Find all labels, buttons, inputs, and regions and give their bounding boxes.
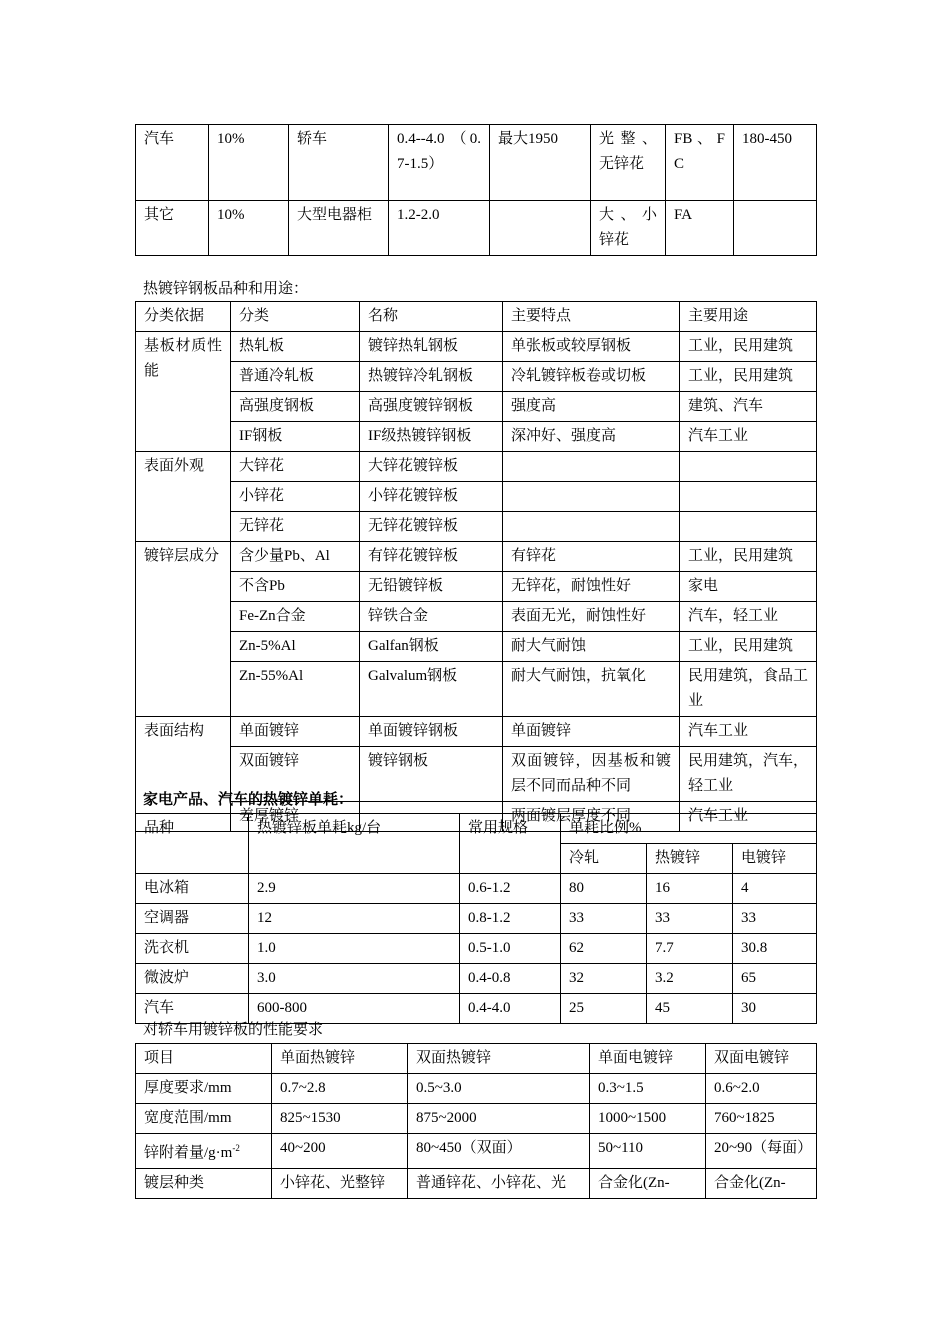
table-header-cell: 主要特点 (503, 302, 680, 332)
table-cell: 7.7 (647, 934, 733, 964)
table-row (136, 994, 817, 1024)
table-cell: 12 (249, 904, 460, 934)
table-cell: 高强度镀锌钢板 (360, 392, 503, 422)
table-cell (503, 482, 680, 512)
table-cell: 汽车工业 (680, 802, 817, 832)
table-cell: 20~90（每面） (706, 1134, 817, 1169)
table-cell: 875~2000 (408, 1104, 590, 1134)
table-cell: 单张板或较厚钢板 (503, 332, 680, 362)
table-cell: 大锌花 (231, 452, 360, 482)
table-cell: 汽车，轻工业 (680, 602, 817, 632)
table-row (136, 572, 817, 602)
table-cell: 0.6-1.2 (460, 874, 561, 904)
table-cell: IF级热镀锌钢板 (360, 422, 503, 452)
table-cell: 32 (561, 964, 647, 994)
table-header-cell: 电镀锌 (733, 844, 817, 874)
table-cell: IF钢板 (231, 422, 360, 452)
table-cell: 民用建筑，汽车，轻工业 (680, 747, 817, 802)
table-row (136, 1074, 817, 1104)
table-header-cell: 单耗比例% (561, 814, 817, 844)
table-cell: 镀锌热轧钢板 (360, 332, 503, 362)
table-cell: 小锌花 (231, 482, 360, 512)
table-cell: 有锌花镀锌板 (360, 542, 503, 572)
table-cell: 3.2 (647, 964, 733, 994)
table-cell: FB、FC (666, 125, 734, 201)
table-cell: 家电 (680, 572, 817, 602)
table-row (136, 964, 817, 994)
table-cell: 65 (733, 964, 817, 994)
table-cell: 洗衣机 (136, 934, 249, 964)
table-cell: 760~1825 (706, 1104, 817, 1134)
table-cell: 锌附着量$/g\cdot m^{-2}$ (136, 1134, 272, 1169)
table-cell: 0.5-1.0 (460, 934, 561, 964)
table-cell: 单面镀锌钢板 (360, 717, 503, 747)
group-label-cell: 基板材质性能 (136, 332, 231, 452)
table-cell: 微波炉 (136, 964, 249, 994)
table-cell: 含少量Pb、Al (231, 542, 360, 572)
table-cell: 40~200 (272, 1134, 408, 1169)
table-cell: 10% (209, 201, 289, 256)
table-cell: 双面镀锌，因基板和镀层不同而品种不同 (503, 747, 680, 802)
table-header-cell: 分类依据 (136, 302, 231, 332)
table-cell: 空调器 (136, 904, 249, 934)
table-cell: 最大1950 (490, 125, 591, 201)
table-row (136, 814, 817, 844)
table-cell: 无铅镀锌板 (360, 572, 503, 602)
table-header-cell: 热镀锌 (647, 844, 733, 874)
table-cell: 大锌花镀锌板 (360, 452, 503, 482)
table-row (136, 392, 817, 422)
table-row (136, 632, 817, 662)
table-cell: 无锌花，耐蚀性好 (503, 572, 680, 602)
table-cell: 0.5~3.0 (408, 1074, 590, 1104)
table-cell: 80~450（双面） (408, 1134, 590, 1169)
table-cell: 0.4--4.0 （0.7-1.5） (389, 125, 490, 201)
table-cell: 小锌花、光整锌 (272, 1169, 408, 1199)
table-header-cell: 项目 (136, 1044, 272, 1074)
table-cell: 单面镀锌 (503, 717, 680, 747)
table-cell: 25 (561, 994, 647, 1024)
table-cell: 高强度钢板 (231, 392, 360, 422)
group-label-cell: 表面结构 (136, 717, 231, 832)
table-cell: 0.4-0.8 (460, 964, 561, 994)
table-cell (503, 512, 680, 542)
table-cell: 2.9 (249, 874, 460, 904)
table-row (136, 662, 817, 717)
table-header-cell: 单面热镀锌 (272, 1044, 408, 1074)
table-cell: Zn-55%Al (231, 662, 360, 717)
table-cell: 小锌花镀锌板 (360, 482, 503, 512)
table-header-cell: 主要用途 (680, 302, 817, 332)
table-cell: 180-450 (734, 125, 817, 201)
table-header-cell: 冷轧 (561, 844, 647, 874)
table-cell: 825~1530 (272, 1104, 408, 1134)
table-cell: 30.8 (733, 934, 817, 964)
table-cell: 1.0 (249, 934, 460, 964)
table-cell: 600-800 (249, 994, 460, 1024)
table-cell: Fe-Zn合金 (231, 602, 360, 632)
table-cell: 宽度范围/mm (136, 1104, 272, 1134)
varieties-table (135, 301, 817, 832)
table-cell (490, 201, 591, 256)
table-cell: 汽车 (136, 994, 249, 1024)
table-cell: 大、小锌花 (591, 201, 666, 256)
table-cell: FA (666, 201, 734, 256)
table-cell: 3.0 (249, 964, 460, 994)
table-header-cell: 双面电镀锌 (706, 1044, 817, 1074)
table-cell: 深冲好、强度高 (503, 422, 680, 452)
table-row (136, 1169, 817, 1199)
consumption-table (135, 813, 817, 1024)
table-cell: 厚度要求/mm (136, 1074, 272, 1104)
table-cell: 双面镀锌 (231, 747, 360, 802)
table-cell: 0.7~2.8 (272, 1074, 408, 1104)
table-cell: 33 (733, 904, 817, 934)
table-cell: 大型电器柜 (289, 201, 389, 256)
table-row (136, 1104, 817, 1134)
table-cell: 不含Pb (231, 572, 360, 602)
table-cell: 电冰箱 (136, 874, 249, 904)
table-cell (680, 482, 817, 512)
table-header-cell: 单面电镀锌 (590, 1044, 706, 1074)
table-row (136, 1134, 817, 1169)
table-cell: 0.6~2.0 (706, 1074, 817, 1104)
table-cell: 工业，民用建筑 (680, 632, 817, 662)
table-cell: 1000~1500 (590, 1104, 706, 1134)
table-cell: 62 (561, 934, 647, 964)
table-cell: 差厚镀锌 (231, 802, 360, 832)
table-cell: 耐大气耐蚀 (503, 632, 680, 662)
unit-superscript: -2 (232, 1143, 240, 1153)
top-spec-table (135, 124, 817, 256)
table-cell: 普通锌花、小锌花、光 (408, 1169, 590, 1199)
table-header-cell: 分类 (231, 302, 360, 332)
table-header-cell: 品种 (136, 814, 249, 874)
table-cell: 30 (733, 994, 817, 1024)
table-cell: 0.4-4.0 (460, 994, 561, 1024)
table-cell: 10% (209, 125, 289, 201)
table-cell (503, 452, 680, 482)
table-cell: Galvalum钢板 (360, 662, 503, 717)
table-row (136, 934, 817, 964)
table-cell: 50~110 (590, 1134, 706, 1169)
table-cell: 热轧板 (231, 332, 360, 362)
table-cell: 汽车工业 (680, 717, 817, 747)
table-cell: 其它 (136, 201, 209, 256)
table-cell: 锌铁合金 (360, 602, 503, 632)
table-row (136, 602, 817, 632)
table-cell: 轿车 (289, 125, 389, 201)
table-row (136, 904, 817, 934)
table-cell: 建筑、汽车 (680, 392, 817, 422)
table-row (136, 512, 817, 542)
table-row (136, 302, 817, 332)
table-cell: 16 (647, 874, 733, 904)
table-cell: 0.8-1.2 (460, 904, 561, 934)
table-cell: 民用建筑，食品工业 (680, 662, 817, 717)
table-cell: 有锌花 (503, 542, 680, 572)
table-cell: 无锌花镀锌板 (360, 512, 503, 542)
table-cell: 热镀锌冷轧钢板 (360, 362, 503, 392)
table-cell: Galfan钢板 (360, 632, 503, 662)
table-header-cell: 热镀锌板单耗kg/台 (249, 814, 460, 874)
table-header-cell: 名称 (360, 302, 503, 332)
table-cell: 普通冷轧板 (231, 362, 360, 392)
table-row (136, 362, 817, 392)
table-row (136, 201, 817, 256)
table-cell: 80 (561, 874, 647, 904)
table-cell: 工业，民用建筑 (680, 332, 817, 362)
car-requirements-table (135, 1043, 817, 1199)
group-label-cell: 表面外观 (136, 452, 231, 542)
table-cell: 33 (647, 904, 733, 934)
table-row (136, 125, 817, 201)
section-caption: 对轿车用镀锌板的性能要求 (143, 1022, 324, 1038)
table-cell: 光整、无锌花 (591, 125, 666, 201)
table-row (136, 1044, 817, 1074)
table-row (136, 422, 817, 452)
table-cell: 合金化(Zn- (590, 1169, 706, 1199)
table-cell (680, 452, 817, 482)
table-cell (734, 201, 817, 256)
table-cell: 工业，民用建筑 (680, 542, 817, 572)
group-label-cell: 镀锌层成分 (136, 542, 231, 717)
table-row (136, 717, 817, 747)
table-cell: 45 (647, 994, 733, 1024)
table-cell: 冷轧镀锌板卷或切板 (503, 362, 680, 392)
table-cell: 耐大气耐蚀，抗氧化 (503, 662, 680, 717)
table-cell: 汽车工业 (680, 422, 817, 452)
table-row (136, 482, 817, 512)
table-cell: 镀锌钢板 (360, 747, 503, 802)
table-cell: 单面镀锌 (231, 717, 360, 747)
table-row (136, 452, 817, 482)
table-header-cell: 双面热镀锌 (408, 1044, 590, 1074)
section-caption: 热镀锌钢板品种和用途： (143, 281, 309, 297)
table-cell: 合金化(Zn- (706, 1169, 817, 1199)
table-row (136, 874, 817, 904)
table-cell: 工业，民用建筑 (680, 362, 817, 392)
table-cell: 汽车 (136, 125, 209, 201)
table-cell: Zn-5%Al (231, 632, 360, 662)
table-cell: 无锌花 (231, 512, 360, 542)
table-cell (680, 512, 817, 542)
table-cell: 镀层种类 (136, 1169, 272, 1199)
table-cell: 4 (733, 874, 817, 904)
table-cell: 0.3~1.5 (590, 1074, 706, 1104)
table-row (136, 542, 817, 572)
table-header-cell: 常用规格 (460, 814, 561, 874)
table-row (136, 332, 817, 362)
table-cell: 表面无光，耐蚀性好 (503, 602, 680, 632)
table-cell: 两面镀层厚度不同 (503, 802, 680, 832)
table-cell: 强度高 (503, 392, 680, 422)
section-caption: 家电产品、汽车的热镀锌单耗： (143, 792, 354, 808)
table-cell: 33 (561, 904, 647, 934)
table-cell: 1.2-2.0 (389, 201, 490, 256)
